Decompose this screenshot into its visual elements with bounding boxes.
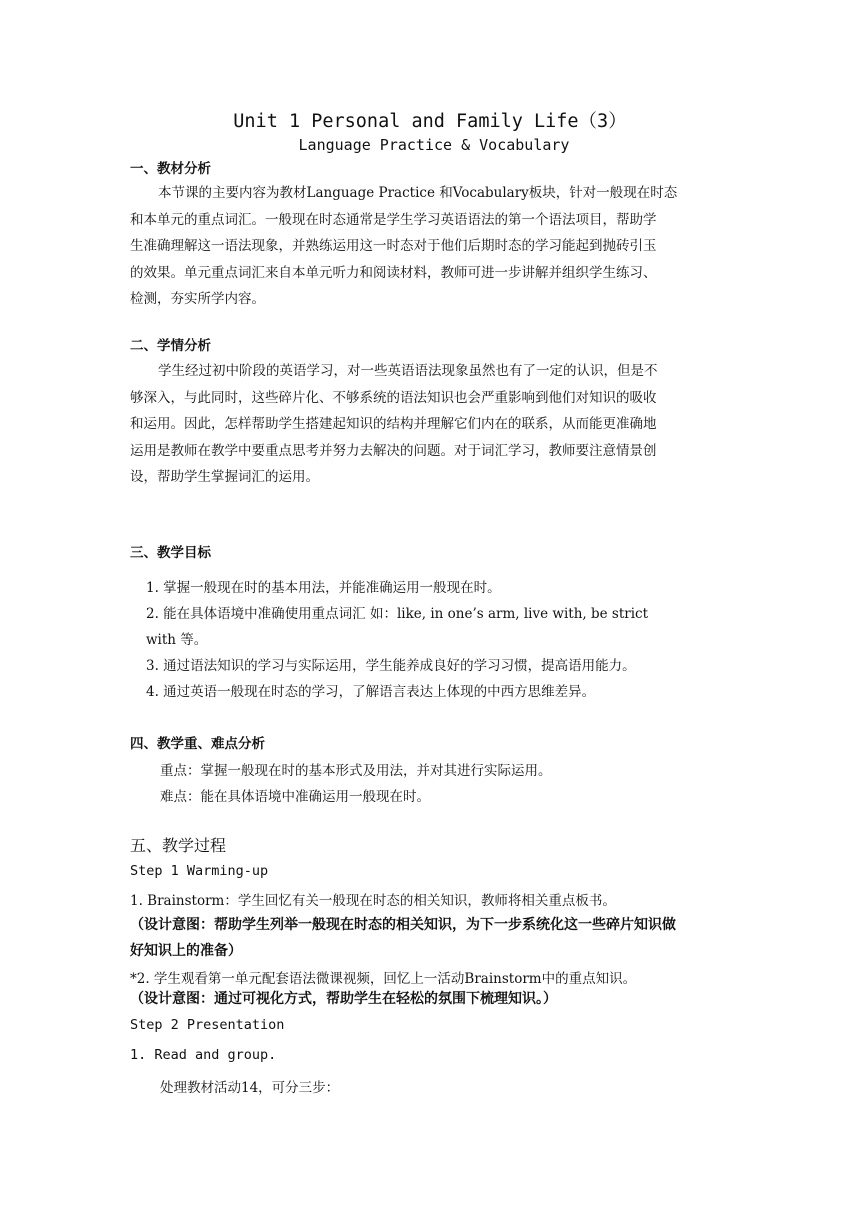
paragraph-line: 运用是教师在教学中要重点思考并努力去解决的问题。对于词汇学习，教师要注意情景创 bbox=[130, 442, 657, 459]
design-intent-2: （设计意图：通过可视化方式，帮助学生在轻松的氛围下梳理知识。） bbox=[130, 991, 557, 1007]
step-1-item-2: *2. 学生观看第一单元配套语法微课视频，回忆上一活动Brainstorm中的重点知识。 bbox=[130, 971, 637, 987]
paragraph-line: 的效果。单元重点词汇来自本单元听力和阅读材料，教师可进一步讲解并组织学生练习、 bbox=[130, 264, 657, 281]
document-title: Unit 1 Personal and Family Life（3） bbox=[233, 111, 627, 132]
section-heading-3: 三、教学目标 bbox=[130, 545, 211, 561]
paragraph-line: 设，帮助学生掌握词汇的运用。 bbox=[130, 469, 319, 485]
step-1-item-1: 1. Brainstorm：学生回忆有关一般现在时态的相关知识，教师将相关重点板书。 bbox=[130, 893, 616, 909]
step-2-item-1-sub: 处理教材活动14，可分三步： bbox=[160, 1080, 340, 1096]
paragraph-line: 本节课的主要内容为教材Language Practice 和Vocabulary板块，针对一般现在时态 bbox=[158, 185, 678, 201]
step-1-heading: Step 1 Warming-up bbox=[130, 863, 269, 879]
objective-item-2: 2. 能在具体语境中准确使用重点词汇 如：like, in one’s arm, live with, be strict bbox=[146, 606, 649, 622]
paragraph-line: 生准确理解这一语法现象，并熟练运用这一时态对于他们后期时态的学习能起到抛砖引玉 bbox=[130, 238, 657, 254]
step-2-heading: Step 2 Presentation bbox=[130, 1017, 285, 1033]
key-point: 重点：掌握一般现在时的基本形式及用法，并对其进行实际运用。 bbox=[160, 763, 552, 779]
document-subtitle: Language Practice & Vocabulary bbox=[298, 136, 570, 154]
step-2-item-1: 1. Read and group. bbox=[130, 1047, 277, 1063]
design-intent-1-line-2: 好知识上的准备） bbox=[130, 943, 242, 959]
section-heading-5: 五、教学过程 bbox=[130, 836, 227, 855]
design-intent-1-line-1: （设计意图：帮助学生列举一般现在时态的相关知识，为下一步系统化这一些碎片知识做 bbox=[130, 917, 676, 933]
section-heading-1: 一、教材分析 bbox=[130, 161, 211, 177]
paragraph-line: 检测，夯实所学内容。 bbox=[130, 291, 265, 307]
objective-item-2-cont: with 等。 bbox=[146, 632, 208, 648]
section-heading-2: 二、学情分析 bbox=[130, 338, 211, 354]
objective-item-3: 3. 通过语法知识的学习与实际运用，学生能养成良好的学习习惯，提高语用能力。 bbox=[146, 658, 636, 674]
objective-item-1: 1. 掌握一般现在时的基本用法，并能准确运用一般现在时。 bbox=[146, 580, 501, 596]
section-2-paragraph bbox=[130, 358, 730, 491]
paragraph-line: 学生经过初中阶段的英语学习，对一些英语语法现象虽然也有了一定的认识，但是不 bbox=[158, 363, 658, 379]
paragraph-line: 和运用。因此，怎样帮助学生搭建起知识的结构并理解它们内在的联系，从而能更准确地 bbox=[130, 416, 657, 432]
paragraph-line: 够深入，与此同时，这些碎片化、不够系统的语法知识也会严重影响到他们对知识的吸收 bbox=[130, 389, 657, 406]
objective-item-4: 4. 通过英语一般现在时态的学习，了解语言表达上体现的中西方思维差异。 bbox=[146, 684, 596, 700]
paragraph-line: 和本单元的重点词汇。一般现在时态通常是学生学习英语语法的第一个语法项目，帮助学 bbox=[130, 211, 657, 228]
section-1-paragraph bbox=[130, 180, 730, 313]
section-heading-4: 四、教学重、难点分析 bbox=[130, 736, 265, 752]
difficult-point: 难点：能在具体语境中准确运用一般现在时。 bbox=[160, 789, 430, 805]
